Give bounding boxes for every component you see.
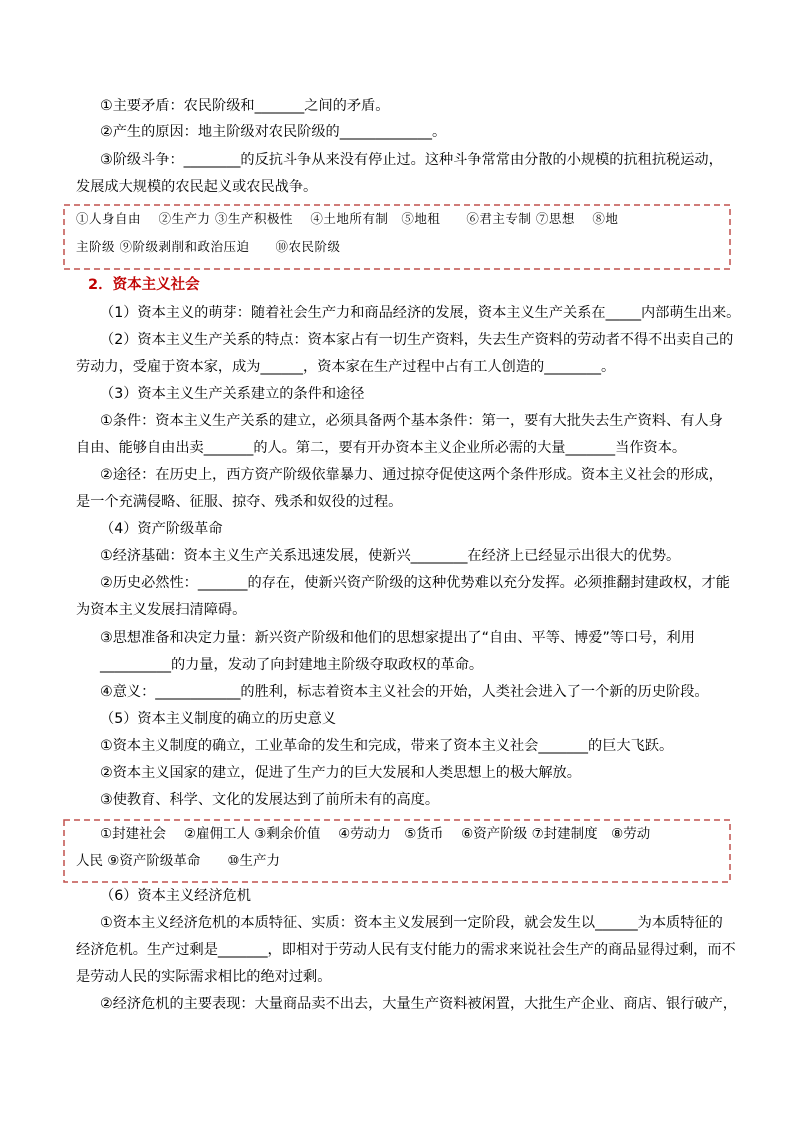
text-line: ④意义：____________的胜利，标志着资本主义社会的开始，人类社会进入了一个新的历史阶段。 xyxy=(100,684,709,700)
text-line: __________的力量，发动了向封建地主阶级夺取政权的革命。 xyxy=(100,657,484,673)
text-line: （4）资产阶级革命 xyxy=(100,521,223,537)
text-line: ③阶级斗争：________的反抗斗争从来没有停止过。这种斗争常常由分散的小规模的抗租抗税运动， xyxy=(100,152,723,168)
text-line: 发展成大规模的农民起义或农民战争。 xyxy=(76,179,318,195)
text-line: ②产生的原因：地主阶级对农民阶级的_____________。 xyxy=(100,124,447,140)
text-line: ②途径：在历史上，西方资产阶级依靠暴力、通过掠夺促使这两个条件形成。资本主义社会的形成， xyxy=(100,467,723,483)
text-line: 劳动力，受雇于资本家，成为______，资本家在生产过程中占有工人创造的________。 xyxy=(76,359,616,375)
word-box-line: ①人身自由 ②生产力 ③生产积极性 ④土地所有制 ⑤地租 ⑥君主专制 ⑦思想 ⑧地 xyxy=(76,211,619,226)
text-line: 是劳动人民的实际需求相比的绝对过剩。 xyxy=(76,969,332,985)
text-line: （1）资本主义的萌芽：随着社会生产力和商品经济的发展，资本主义生产关系在_____内部萌生出来。 xyxy=(100,305,741,321)
answer-word-box xyxy=(60,201,734,273)
text-line: 经济危机。生产过剩是_______，即相对于劳动人民有支付能力的需求来说社会生产的商品显得过剩，而不 xyxy=(76,942,736,958)
text-line: 为资本主义发展扫清障碍。 xyxy=(76,602,247,618)
text-line: （2）资本主义生产关系的特点：资本家占有一切生产资料，失去生产资料的劳动者不得不出卖自己的 xyxy=(100,332,734,348)
word-box-line: ①封建社会 ②雇佣工人 ③剩余价值 ④劳动力 ⑤货币 ⑥资产阶级 ⑦封建制度 ⑧劳动 xyxy=(100,826,651,842)
text-line: 自由、能够自由出卖_______的人。第二，要有开办资本主义企业所必需的大量_______当作资本。 xyxy=(76,440,687,456)
text-line: ②经济危机的主要表现：大量商品卖不出去，大量生产资料被闲置，大批生产企业、商店、银行破产， xyxy=(100,996,737,1012)
text-line: （5）资本主义制度的确立的历史意义 xyxy=(100,711,337,727)
text-line: 是一个充满侵略、征服、掠夺、残杀和奴役的过程。 xyxy=(76,494,403,510)
text-line: （6）资本主义经济危机 xyxy=(100,888,251,904)
text-line: ①主要矛盾：农民阶级和_______之间的矛盾。 xyxy=(100,98,390,114)
text-line: ③思想准备和决定力量：新兴资产阶级和他们的思想家提出了“自由、平等、博爱”等口号，利用 xyxy=(100,630,695,646)
text-line: ②资本主义国家的建立，促进了生产力的巨大发展和人类思想上的极大解放。 xyxy=(100,765,581,781)
section-title: 2．资本主义社会 xyxy=(88,277,200,293)
word-box-line: 人民 ⑨资产阶级革命 ⑩生产力 xyxy=(76,853,280,869)
text-line: ①资本主义制度的确立，工业革命的发生和完成，带来了资本主义社会_______的巨大飞跃。 xyxy=(100,738,674,754)
text-line: ③使教育、科学、文化的发展达到了前所未有的高度。 xyxy=(100,792,440,808)
answer-word-box xyxy=(60,816,734,886)
text-line: ①资本主义经济危机的本质特征、实质：资本主义发展到一定阶段，就会发生以______为本质特征的 xyxy=(100,915,723,931)
text-line: ①条件：资本主义生产关系的建立，必须具备两个基本条件：第一，要有大批失去生产资料、有人身 xyxy=(100,413,723,429)
text-line: ①经济基础：资本主义生产关系迅速发展，使新兴________在经济上已经显示出很大的优势。 xyxy=(100,548,681,564)
text-line: （3）资本主义生产关系建立的条件和途径 xyxy=(100,386,365,402)
text-line: ②历史必然性：_______的存在，使新兴资产阶级的这种优势难以充分发挥。必须推翻封建政权，才能 xyxy=(100,575,730,591)
word-box-line: 主阶级 ⑨阶级剥削和政治压迫 ⑩农民阶级 xyxy=(76,239,341,254)
